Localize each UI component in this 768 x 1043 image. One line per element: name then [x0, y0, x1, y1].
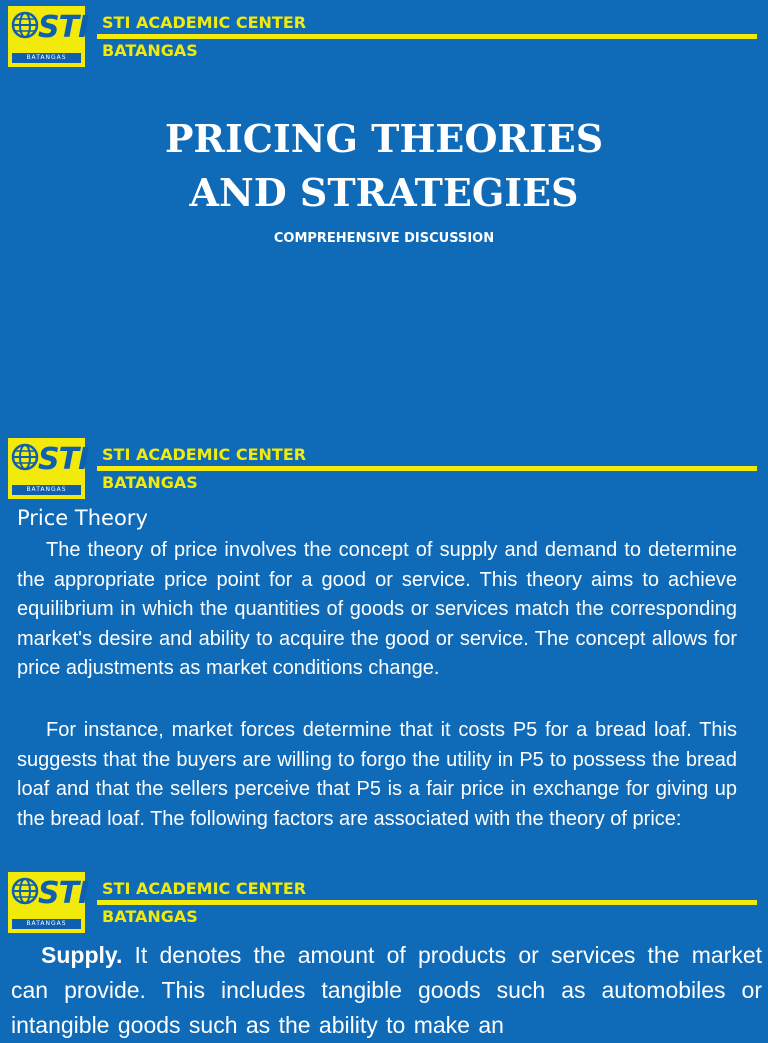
title-line-2: AND STRATEGIES [189, 170, 579, 215]
header-rule [97, 900, 757, 905]
sti-logo [8, 438, 89, 499]
globe-icon [11, 10, 39, 40]
sti-logo [8, 6, 89, 67]
org-name: STI ACADEMIC CENTER [102, 445, 307, 464]
globe-icon [11, 442, 39, 472]
logo-band-label: BATANGAS [12, 53, 81, 63]
header-rule [97, 466, 757, 471]
globe-icon [11, 876, 39, 906]
logo-wordmark: STI [38, 876, 89, 911]
org-place: BATANGAS [102, 41, 198, 60]
header-rule [97, 34, 757, 39]
logo-wordmark: STI [38, 10, 89, 45]
org-name: STI ACADEMIC CENTER [102, 13, 307, 32]
term-definition: It denotes the amount of products or services the market can provide. This includes tangible goods such as automobiles or intangible goods such as the ability to make an [11, 942, 762, 1038]
supply-slide [0, 866, 768, 1038]
logo-band-label: BATANGAS [12, 485, 81, 495]
org-name: STI ACADEMIC CENTER [102, 879, 307, 898]
price-theory-slide [0, 432, 768, 866]
sti-logo [8, 872, 89, 933]
body-paragraph: The theory of price involves the concept of supply and demand to determine the appropriate price point for a good or service. This theory aims to achieve equilibrium in which the quantities of goods or services match the corresponding market's desire and ability to acquire the good or service. The concept allows for price adjustments as market conditions change. [17, 539, 737, 679]
title-slide [0, 0, 768, 432]
logo-band-label: BATANGAS [12, 919, 81, 929]
term-label: Supply. [41, 942, 123, 968]
title-line-1: PRICING THEORIES [164, 116, 604, 161]
page-title [0, 112, 768, 220]
section-heading: Price Theory [17, 506, 148, 530]
body-paragraph [11, 938, 762, 1043]
body-paragraph: For instance, market forces determine that it costs P5 for a bread loaf. This suggests that the buyers are willing to forgo the utility in P5 to possess the bread loaf and that the sellers perceive that P5 is a fair price in exchange for giving up the bread loaf. The following factors are associated with the theory of price: [17, 719, 737, 830]
logo-wordmark: STI [38, 442, 89, 477]
org-place: BATANGAS [102, 907, 198, 926]
org-place: BATANGAS [102, 473, 198, 492]
page-subtitle: COMPREHENSIVE DISCUSSION [273, 231, 495, 246]
